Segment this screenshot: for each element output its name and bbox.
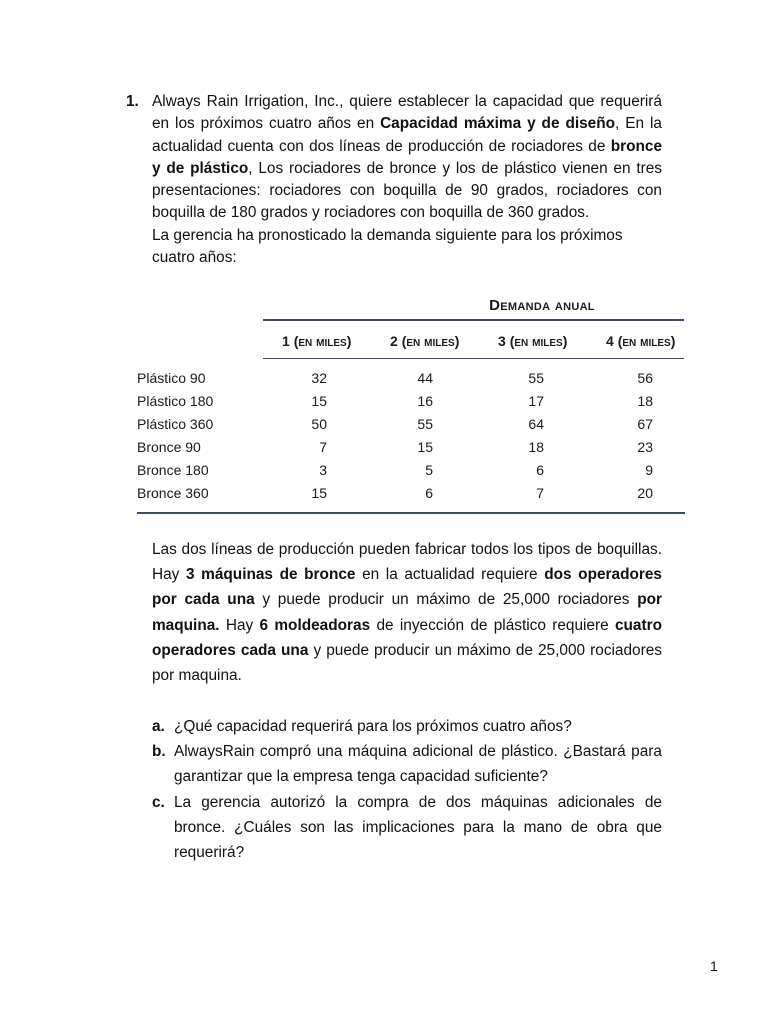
lines-bold-3: por maquina. xyxy=(152,591,662,634)
lines-text-1: Las dos líneas de producción pueden fabricar todos los tipos de boquillas. Hay xyxy=(152,541,662,584)
table-cell: 9 xyxy=(645,462,653,478)
subquestion-text: AlwaysRain compró una máquina adicional de plástico. ¿Bastará para garantizar que la empresa tenga capacidad suficiente? xyxy=(174,743,662,786)
subquestion-text: La gerencia autorizó la compra de dos máquinas adicionales de bronce. ¿Cuáles son las implicaciones para la mano de obra que requerirá? xyxy=(174,793,662,862)
question-body xyxy=(152,91,662,269)
question-lead: La gerencia ha pronosticado la demanda siguiente para los próximos cuatro años: xyxy=(152,226,623,267)
subquestion-label: a. xyxy=(152,718,165,735)
table-cell: 20 xyxy=(637,485,653,501)
table-cell: 50 xyxy=(311,416,327,432)
column-header-unit: (en miles) xyxy=(509,333,568,349)
question-bold-2: bronce y de plástico xyxy=(152,137,662,177)
table-cell: 15 xyxy=(417,439,433,455)
column-header-number: 4 xyxy=(606,333,614,349)
table-row xyxy=(137,416,685,439)
table-cell: 44 xyxy=(417,370,433,386)
table-rule-header xyxy=(263,358,684,359)
lines-text-4: Hay xyxy=(219,616,260,634)
column-header-2 xyxy=(390,333,459,349)
table-cell: 18 xyxy=(528,439,544,455)
question-paragraph xyxy=(152,91,662,225)
page-number: 1 xyxy=(710,958,718,974)
table-row xyxy=(137,462,685,485)
lines-text-6: y puede producir un máximo de 25,000 rociadores por maquina. xyxy=(152,641,662,685)
row-label: Bronce 90 xyxy=(137,439,201,455)
column-header-3 xyxy=(498,333,567,349)
table-cell: 55 xyxy=(417,416,433,432)
column-header-number: 2 xyxy=(390,333,398,349)
table-cell: 6 xyxy=(536,462,544,478)
subquestion-c xyxy=(152,790,662,866)
question-text-3: , Los rociadores de bronce y los de plástico vienen en tres presentaciones: rociadores con boquilla de 90 grados, rociadores con boquilla de 180 grados y rociadores con boquilla de 360 grados. xyxy=(152,159,662,222)
production-lines-text xyxy=(152,537,662,688)
table-row xyxy=(137,485,685,508)
table-rule-bottom xyxy=(137,512,685,514)
table-cell: 5 xyxy=(425,462,433,478)
lines-text-5: de inyección de plástico requiere xyxy=(370,616,615,634)
row-label: Bronce 180 xyxy=(137,462,209,478)
row-label: Plástico 90 xyxy=(137,370,206,386)
question-number: 1. xyxy=(126,93,139,110)
question-bold-1: Capacidad máxima y de diseño xyxy=(380,115,616,133)
column-header-unit: (en miles) xyxy=(401,333,460,349)
row-label: Plástico 360 xyxy=(137,416,214,432)
subquestion-a xyxy=(152,714,662,739)
table-cell: 15 xyxy=(311,393,327,409)
table-row xyxy=(137,439,685,462)
row-label: Bronce 360 xyxy=(137,485,209,501)
table-rule-top xyxy=(263,319,684,321)
table-cell: 64 xyxy=(528,416,544,432)
table-cell: 23 xyxy=(637,439,653,455)
table-cell: 18 xyxy=(637,393,653,409)
column-header-unit: (en miles) xyxy=(293,333,352,349)
lines-bold-1: 3 máquinas de bronce xyxy=(185,566,356,584)
column-header-number: 3 xyxy=(498,333,506,349)
subquestions-list xyxy=(152,714,662,865)
lines-text-3: y puede producir un máximo de 25,000 rociadores xyxy=(254,591,638,609)
question-1 xyxy=(126,91,662,269)
table-row xyxy=(137,370,685,393)
column-header-number: 1 xyxy=(282,333,290,349)
table-cell: 7 xyxy=(536,485,544,501)
column-header-1 xyxy=(282,333,351,349)
lines-bold-5: cuatro operadores cada una xyxy=(152,616,662,659)
subquestion-text: ¿Qué capacidad requerirá para los próximos cuatro años? xyxy=(174,718,572,735)
demand-table-title: Demanda anual xyxy=(489,297,595,314)
question-text-2: , En la actualidad cuenta con dos líneas de producción de rociadores de xyxy=(152,115,662,155)
column-header-4 xyxy=(606,333,675,349)
table-cell: 55 xyxy=(528,370,544,386)
table-cell: 3 xyxy=(319,462,327,478)
subquestion-b xyxy=(152,739,662,789)
question-text-1: Always Rain Irrigation, Inc., quiere establecer la capacidad que requerirá en los próximos cuatro años en xyxy=(152,93,662,133)
lines-bold-2: dos operadores por cada una xyxy=(152,566,662,609)
table-cell: 32 xyxy=(311,370,327,386)
subquestion-label: b. xyxy=(152,743,166,761)
row-label: Plástico 180 xyxy=(137,393,214,409)
lines-text-2: en la actualidad requiere xyxy=(355,566,545,584)
table-cell: 7 xyxy=(319,439,327,455)
table-cell: 6 xyxy=(425,485,433,501)
table-cell: 56 xyxy=(637,370,653,386)
table-row xyxy=(137,393,685,416)
column-header-unit: (en miles) xyxy=(617,333,676,349)
table-cell: 16 xyxy=(417,393,433,409)
lines-bold-4: 6 moldeadoras xyxy=(259,616,371,634)
table-cell: 17 xyxy=(528,393,544,409)
table-cell: 67 xyxy=(637,416,653,432)
subquestion-label: c. xyxy=(152,793,165,811)
production-lines-paragraph xyxy=(152,537,662,688)
table-cell: 15 xyxy=(311,485,327,501)
